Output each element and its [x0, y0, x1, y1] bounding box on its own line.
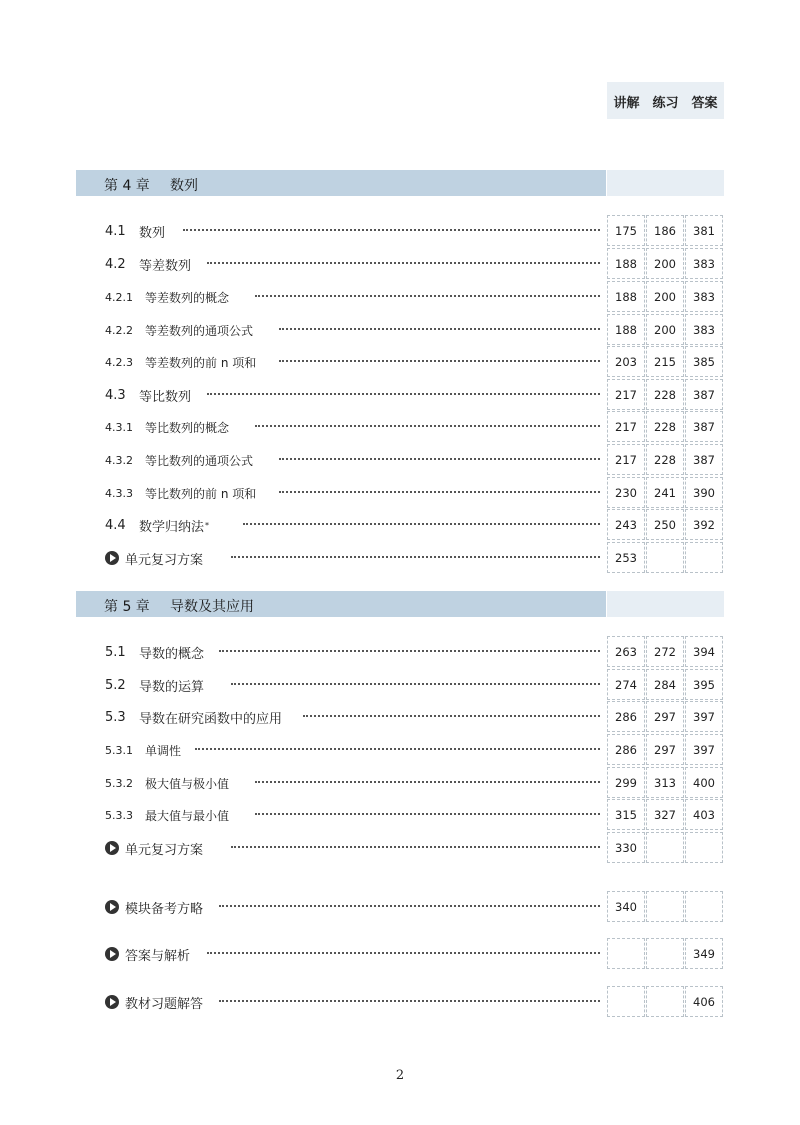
toc-row[interactable]: [0, 734, 800, 766]
toc-row[interactable]: [0, 542, 800, 574]
toc-row[interactable]: [0, 444, 800, 476]
toc-row[interactable]: [0, 799, 800, 831]
toc-row[interactable]: [0, 832, 800, 864]
section-title: 模块备考方略: [125, 901, 204, 917]
optional-mark: *: [205, 520, 210, 530]
section-title: 等比数列的前 n 项和: [145, 486, 257, 501]
chapter-bar: [76, 170, 606, 196]
practice-page: 228: [646, 379, 684, 410]
practice-page: [646, 542, 684, 573]
section-number: 5.2: [105, 677, 126, 693]
toc-row[interactable]: [0, 281, 800, 313]
chapter-title: 导数及其应用: [170, 599, 254, 615]
leader-dots: [219, 650, 600, 652]
answer-page: 400: [685, 767, 723, 798]
answer-page: 387: [685, 411, 723, 442]
answer-page: 392: [685, 509, 723, 540]
section-title: 导数的运算: [139, 679, 205, 695]
arrow-icon: [105, 841, 119, 855]
leader-dots: [183, 229, 600, 231]
section-number: 4.2.1: [105, 290, 133, 304]
leader-dots: [207, 262, 600, 264]
practice-page: 228: [646, 444, 684, 475]
answer-page: 397: [685, 701, 723, 732]
leader-dots: [279, 328, 600, 330]
leader-dots: [255, 781, 600, 783]
lecture-page: 340: [607, 891, 645, 922]
answer-page: 383: [685, 248, 723, 279]
lecture-page: 217: [607, 411, 645, 442]
section-title: 等差数列的前 n 项和: [145, 355, 257, 370]
chapter-number: 第 5 章: [104, 599, 150, 615]
leader-dots: [231, 683, 600, 685]
answer-page: 349: [685, 938, 723, 969]
chapter-banner: [76, 591, 724, 617]
section-number: 4.3: [105, 387, 126, 403]
lecture-page: 330: [607, 832, 645, 863]
chapter-number: 第 4 章: [104, 178, 150, 194]
lecture-page: 263: [607, 636, 645, 667]
answer-page: 390: [685, 477, 723, 508]
answer-page: 387: [685, 444, 723, 475]
section-title: 导数的概念: [139, 646, 205, 662]
lecture-page: 188: [607, 281, 645, 312]
practice-page: 200: [646, 314, 684, 345]
section-title: 等比数列的通项公式: [145, 453, 254, 468]
lecture-page: 230: [607, 477, 645, 508]
lecture-page: 315: [607, 799, 645, 830]
section-title: 等差数列的通项公式: [145, 323, 254, 338]
section-number: 4.2.2: [105, 323, 133, 337]
lecture-page: 243: [607, 509, 645, 540]
arrow-icon: [105, 947, 119, 961]
toc-row[interactable]: [0, 411, 800, 443]
lecture-page: 253: [607, 542, 645, 573]
answer-page: 385: [685, 346, 723, 377]
toc-row[interactable]: [0, 215, 800, 247]
toc-row[interactable]: [0, 509, 800, 541]
leader-dots: [231, 556, 600, 558]
practice-page: [646, 891, 684, 922]
answer-page: 403: [685, 799, 723, 830]
chapter-bar: [76, 591, 606, 617]
toc-row[interactable]: [0, 669, 800, 701]
leader-dots: [207, 952, 600, 954]
section-title: 单调性: [145, 743, 182, 758]
toc-row[interactable]: [0, 346, 800, 378]
leader-dots: [207, 393, 600, 395]
lecture-page: 286: [607, 734, 645, 765]
leader-dots: [279, 491, 600, 493]
toc-row[interactable]: [0, 636, 800, 668]
section-title: 单元复习方案: [125, 842, 204, 858]
practice-page: 241: [646, 477, 684, 508]
section-number: 5.1: [105, 644, 126, 660]
leader-dots: [255, 813, 600, 815]
column-header-practice: 练习: [652, 96, 679, 111]
toc-row[interactable]: [0, 891, 800, 923]
lecture-page: 175: [607, 215, 645, 246]
section-title: 等比数列的概念: [145, 420, 230, 435]
leader-dots: [279, 360, 600, 362]
practice-page: 186: [646, 215, 684, 246]
answer-page: 383: [685, 314, 723, 345]
section-number: 4.3.3: [105, 486, 133, 500]
section-number: 5.3.3: [105, 808, 133, 822]
leader-dots: [219, 1000, 600, 1002]
section-title: 教材习题解答: [125, 996, 204, 1012]
practice-page: 297: [646, 734, 684, 765]
practice-page: [646, 938, 684, 969]
section-number: 5.3.2: [105, 776, 133, 790]
lecture-page: 299: [607, 767, 645, 798]
answer-page: 383: [685, 281, 723, 312]
section-number: 4.1: [105, 223, 126, 239]
leader-dots: [303, 715, 600, 717]
section-number: 4.3.1: [105, 420, 133, 434]
leader-dots: [255, 425, 600, 427]
leader-dots: [219, 905, 600, 907]
chapter-banner: [76, 170, 724, 196]
toc-row[interactable]: [0, 938, 800, 970]
section-number: 4.2: [105, 256, 126, 272]
answer-page: 381: [685, 215, 723, 246]
column-header-lecture: 讲解: [613, 96, 640, 111]
practice-page: [646, 986, 684, 1017]
practice-page: 250: [646, 509, 684, 540]
answer-page: 395: [685, 669, 723, 700]
section-title: 答案与解析: [125, 948, 191, 964]
toc-row[interactable]: [0, 477, 800, 509]
lecture-page: 217: [607, 444, 645, 475]
section-title: 单元复习方案: [125, 552, 204, 568]
leader-dots: [279, 458, 600, 460]
section-title: 等差数列: [139, 258, 192, 274]
lecture-page: 217: [607, 379, 645, 410]
section-title: 等比数列: [139, 389, 192, 405]
section-title: 极大值与极小值: [145, 776, 230, 791]
practice-page: 297: [646, 701, 684, 732]
leader-dots: [231, 846, 600, 848]
section-title: 等差数列的概念: [145, 290, 230, 305]
column-header-answers: 答案: [691, 96, 718, 111]
arrow-icon: [105, 900, 119, 914]
leader-dots: [243, 523, 600, 525]
arrow-icon: [105, 995, 119, 1009]
lecture-page: 188: [607, 248, 645, 279]
toc-row[interactable]: [0, 701, 800, 733]
lecture-page: 286: [607, 701, 645, 732]
toc-row[interactable]: [0, 314, 800, 346]
page-number: 2: [395, 1068, 405, 1083]
chapter-title: 数列: [170, 178, 198, 194]
section-title: 数列: [139, 225, 166, 241]
practice-page: 284: [646, 669, 684, 700]
lecture-page: 203: [607, 346, 645, 377]
section-number: 4.4: [105, 517, 126, 533]
answer-page: 394: [685, 636, 723, 667]
practice-page: 313: [646, 767, 684, 798]
answer-page: [685, 832, 723, 863]
chapter-bar-extension: [607, 591, 724, 617]
lecture-page: [607, 938, 645, 969]
toc-row[interactable]: [0, 986, 800, 1018]
section-title: 最大值与最小值: [145, 808, 230, 823]
practice-page: [646, 832, 684, 863]
answer-page: [685, 891, 723, 922]
section-number: 5.3: [105, 709, 126, 725]
practice-page: 228: [646, 411, 684, 442]
practice-page: 200: [646, 248, 684, 279]
answer-page: 406: [685, 986, 723, 1017]
practice-page: 272: [646, 636, 684, 667]
lecture-page: 188: [607, 314, 645, 345]
section-number: 5.3.1: [105, 743, 133, 757]
leader-dots: [195, 748, 600, 750]
practice-page: 200: [646, 281, 684, 312]
lecture-page: 274: [607, 669, 645, 700]
toc-row[interactable]: [0, 767, 800, 799]
toc-row[interactable]: [0, 379, 800, 411]
answer-page: [685, 542, 723, 573]
column-header: [607, 82, 724, 119]
toc-row[interactable]: [0, 248, 800, 280]
lecture-page: [607, 986, 645, 1017]
section-title: 导数在研究函数中的应用: [139, 711, 283, 727]
answer-page: 387: [685, 379, 723, 410]
section-title: 数学归纳法: [139, 519, 205, 535]
practice-page: 327: [646, 799, 684, 830]
leader-dots: [255, 295, 600, 297]
answer-page: 397: [685, 734, 723, 765]
section-number: 4.2.3: [105, 355, 133, 369]
chapter-bar-extension: [607, 170, 724, 196]
practice-page: 215: [646, 346, 684, 377]
arrow-icon: [105, 551, 119, 565]
section-number: 4.3.2: [105, 453, 133, 467]
